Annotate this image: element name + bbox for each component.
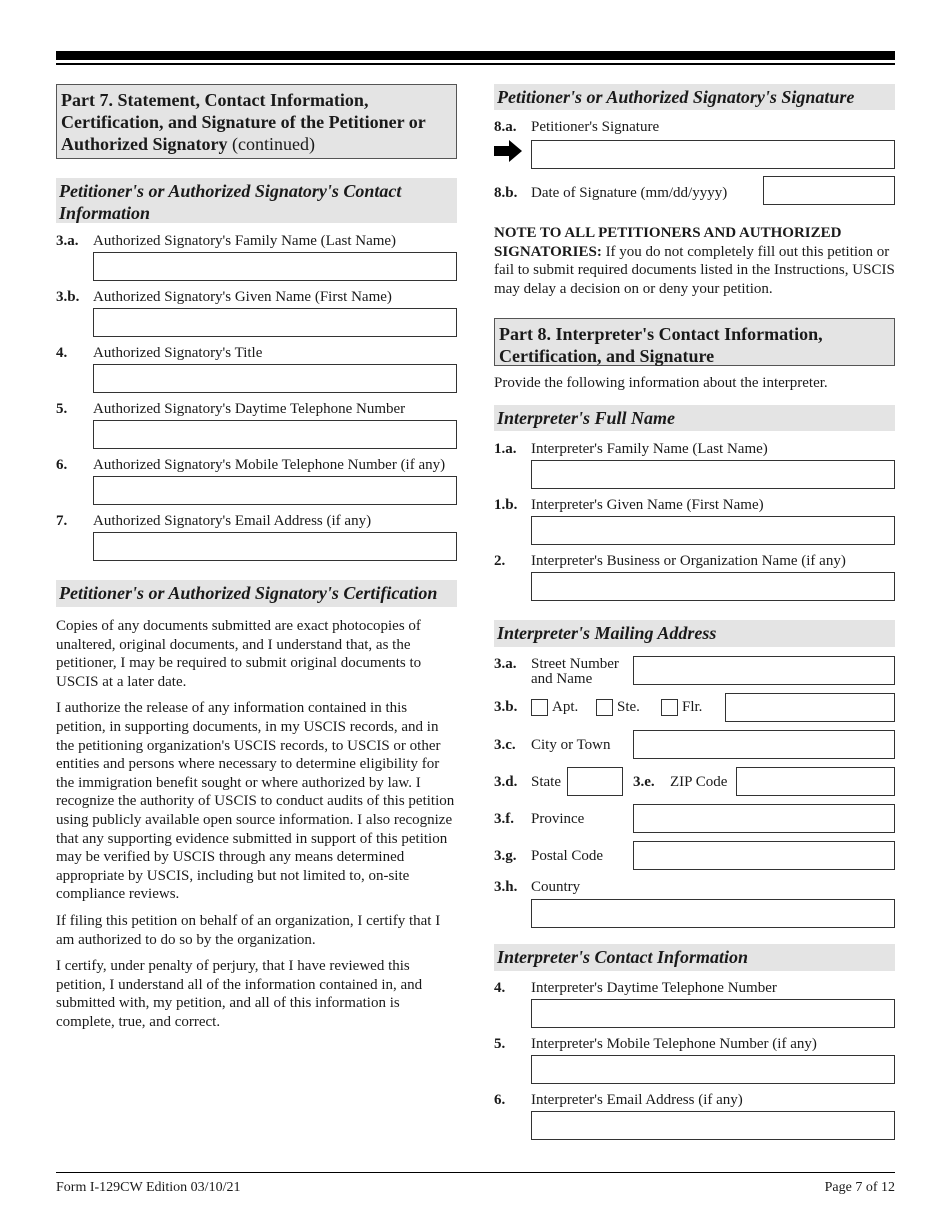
field-interp-email	[494, 1091, 895, 1143]
field-label: Authorized Signatory's Email Address (if any)	[93, 513, 372, 529]
field-interp-family-name	[494, 440, 895, 496]
field-signature	[494, 118, 895, 172]
field-given-name	[56, 288, 457, 344]
interpreter-contact-heading: Interpreter's Contact Information	[494, 944, 895, 971]
field-label: Date of Signature (mm/dd/yyyy)	[531, 185, 728, 201]
zip-code-input[interactable]	[736, 767, 895, 796]
field-signature-date	[494, 176, 895, 212]
field-interp-daytime-phone	[494, 979, 895, 1035]
field-number: 5.	[56, 401, 68, 417]
field-interp-given-name	[494, 496, 895, 552]
field-label: Authorized Signatory's Family Name (Last Name)	[93, 233, 397, 249]
field-daytime-phone	[56, 400, 457, 456]
interp-business-input[interactable]	[531, 572, 895, 601]
field-number: 6.	[56, 457, 68, 473]
field-label: Interpreter's Daytime Telephone Number	[531, 979, 777, 996]
city-input[interactable]	[633, 730, 895, 759]
field-number: 5.	[494, 1035, 506, 1052]
field-number: 3.b.	[56, 289, 80, 305]
interp-given-name-input[interactable]	[531, 516, 895, 545]
signature-input[interactable]	[531, 140, 895, 169]
field-number: 3.a.	[56, 233, 79, 249]
ste-label: Ste.	[617, 698, 640, 715]
state-label: State	[531, 773, 561, 790]
part8-intro: Provide the following information about the interpreter.	[494, 375, 828, 392]
street-label-2: and Name	[531, 670, 593, 687]
footer-rule	[56, 1172, 895, 1173]
certification-text	[56, 617, 457, 1031]
part7-title: Part 7. Statement, Contact Information, Certification, and Signature of the Petitioner or Authorized Signatory	[61, 90, 426, 154]
field-number: 3.b.	[494, 698, 518, 715]
flr-checkbox[interactable]	[661, 699, 678, 716]
given-name-input[interactable]	[93, 308, 457, 337]
province-label: Province	[531, 810, 585, 827]
field-number: 8.a.	[494, 119, 517, 135]
top-thick-rule	[56, 51, 895, 60]
field-number: 1.b.	[494, 496, 518, 513]
part8-title-box	[494, 318, 895, 366]
field-label: Interpreter's Given Name (First Name)	[531, 496, 764, 513]
field-number: 6.	[494, 1091, 506, 1108]
interpreter-address-heading: Interpreter's Mailing Address	[494, 620, 895, 647]
mobile-phone-input[interactable]	[93, 476, 457, 505]
right-column	[494, 84, 895, 1143]
field-number: 2.	[494, 552, 506, 569]
cert-paragraph: I certify, under penalty of perjury, that I have reviewed this petition, I understand all of the information contained in, and submitted with, my petition, and all of this information is complete, true, and correct.	[56, 958, 423, 1030]
ste-checkbox[interactable]	[596, 699, 613, 716]
top-thin-rule	[56, 63, 895, 65]
email-input[interactable]	[93, 532, 457, 561]
field-label: Authorized Signatory's Title	[93, 345, 263, 361]
field-number: 3.e.	[633, 773, 655, 790]
field-label: Interpreter's Email Address (if any)	[531, 1091, 743, 1108]
field-label: Interpreter's Mobile Telephone Number (if any)	[531, 1035, 817, 1052]
interp-mobile-phone-input[interactable]	[531, 1055, 895, 1084]
zip-label: ZIP Code	[670, 773, 728, 790]
postal-label: Postal Code	[531, 847, 604, 864]
signature-heading: Petitioner's or Authorized Signatory's Signature	[494, 84, 895, 110]
country-label: Country	[531, 878, 581, 895]
field-number: 3.d.	[494, 773, 518, 790]
family-name-input[interactable]	[93, 252, 457, 281]
apt-checkbox[interactable]	[531, 699, 548, 716]
field-number: 3.g.	[494, 847, 517, 864]
state-input[interactable]	[567, 767, 623, 796]
signature-date-input[interactable]	[763, 176, 895, 205]
flr-label: Flr.	[682, 698, 703, 715]
field-email	[56, 512, 457, 568]
field-title	[56, 344, 457, 400]
street-label-1: Street Number	[531, 655, 619, 672]
note-text: If you do not completely fill out this petition or fail to submit required documents listed in the Instructions, USCIS may delay a decision on or deny your petition.	[494, 243, 895, 297]
part7-title-suffix: (continued)	[232, 134, 315, 154]
part8-title: Part 8. Interpreter's Contact Information, Certification, and Signature	[499, 324, 823, 367]
field-number: 8.b.	[494, 185, 518, 201]
field-number: 3.h.	[494, 878, 518, 895]
contact-info-heading: Petitioner's or Authorized Signatory's Contact Information	[56, 178, 457, 223]
arrow-right-icon	[494, 140, 522, 162]
field-label: Authorized Signatory's Daytime Telephone Number	[93, 401, 406, 417]
footer-page-number: Page 7 of 12	[824, 1180, 895, 1195]
cert-paragraph: Copies of any documents submitted are exact photocopies of unaltered, original documents, and I understand that, as the petitioner, I may be required to submit original documents to USCIS at a later date.	[56, 618, 422, 690]
field-mobile-phone	[56, 456, 457, 512]
daytime-phone-input[interactable]	[93, 420, 457, 449]
province-input[interactable]	[633, 804, 895, 833]
title-input[interactable]	[93, 364, 457, 393]
certification-heading: Petitioner's or Authorized Signatory's Certification	[56, 580, 457, 607]
street-input[interactable]	[633, 656, 895, 685]
field-number: 3.f.	[494, 810, 514, 827]
field-label: Interpreter's Business or Organization Name (if any)	[531, 552, 846, 569]
note-bold: NOTE TO ALL PETITIONERS AND AUTHORIZED SIGNATORIES:	[494, 225, 842, 260]
address-block	[494, 656, 895, 932]
postal-code-input[interactable]	[633, 841, 895, 870]
field-label: Petitioner's Signature	[531, 119, 660, 135]
footer-form-edition: Form I-129CW Edition 03/10/21	[56, 1180, 241, 1195]
note-to-petitioners	[494, 224, 895, 298]
interp-daytime-phone-input[interactable]	[531, 999, 895, 1028]
field-label: Authorized Signatory's Mobile Telephone Number (if any)	[93, 457, 446, 473]
interpreter-name-heading: Interpreter's Full Name	[494, 405, 895, 431]
cert-paragraph: I authorize the release of any information contained in this petition, in supporting documents, in my USCIS records, and in the petitioning organization's USCIS records, to USCIS or other entities and persons where necessary to determine eligibility for the immigration benefit sought or where authorized by law. I recognize the authority of USCIS to conduct audits of this petition using publicly available open source information. I also recognize that any supporting evidence submitted in support of this petition may be verified by USCIS through any means determined appropriate by USCIS, including but not limited to, on-site compliance reviews.	[56, 700, 455, 903]
field-number: 4.	[494, 979, 506, 996]
field-label: Interpreter's Family Name (Last Name)	[531, 440, 768, 457]
country-input[interactable]	[531, 899, 895, 928]
field-family-name	[56, 232, 457, 288]
field-interp-mobile-phone	[494, 1035, 895, 1091]
left-column	[56, 84, 457, 1039]
field-number: 4.	[56, 345, 68, 361]
unit-number-input[interactable]	[725, 693, 895, 722]
cert-paragraph: If filing this petition on behalf of an organization, I certify that I am authorized to do so by the organization.	[56, 912, 441, 948]
city-label: City or Town	[531, 736, 611, 753]
field-label: Authorized Signatory's Given Name (First Name)	[93, 289, 392, 305]
interp-family-name-input[interactable]	[531, 460, 895, 489]
field-interp-business	[494, 552, 895, 608]
field-number: 7.	[56, 513, 68, 529]
apt-label: Apt.	[552, 698, 579, 715]
part7-title-box	[56, 84, 457, 159]
field-number: 3.a.	[494, 655, 517, 672]
field-number: 3.c.	[494, 736, 516, 753]
field-number: 1.a.	[494, 440, 517, 457]
interp-email-input[interactable]	[531, 1111, 895, 1140]
